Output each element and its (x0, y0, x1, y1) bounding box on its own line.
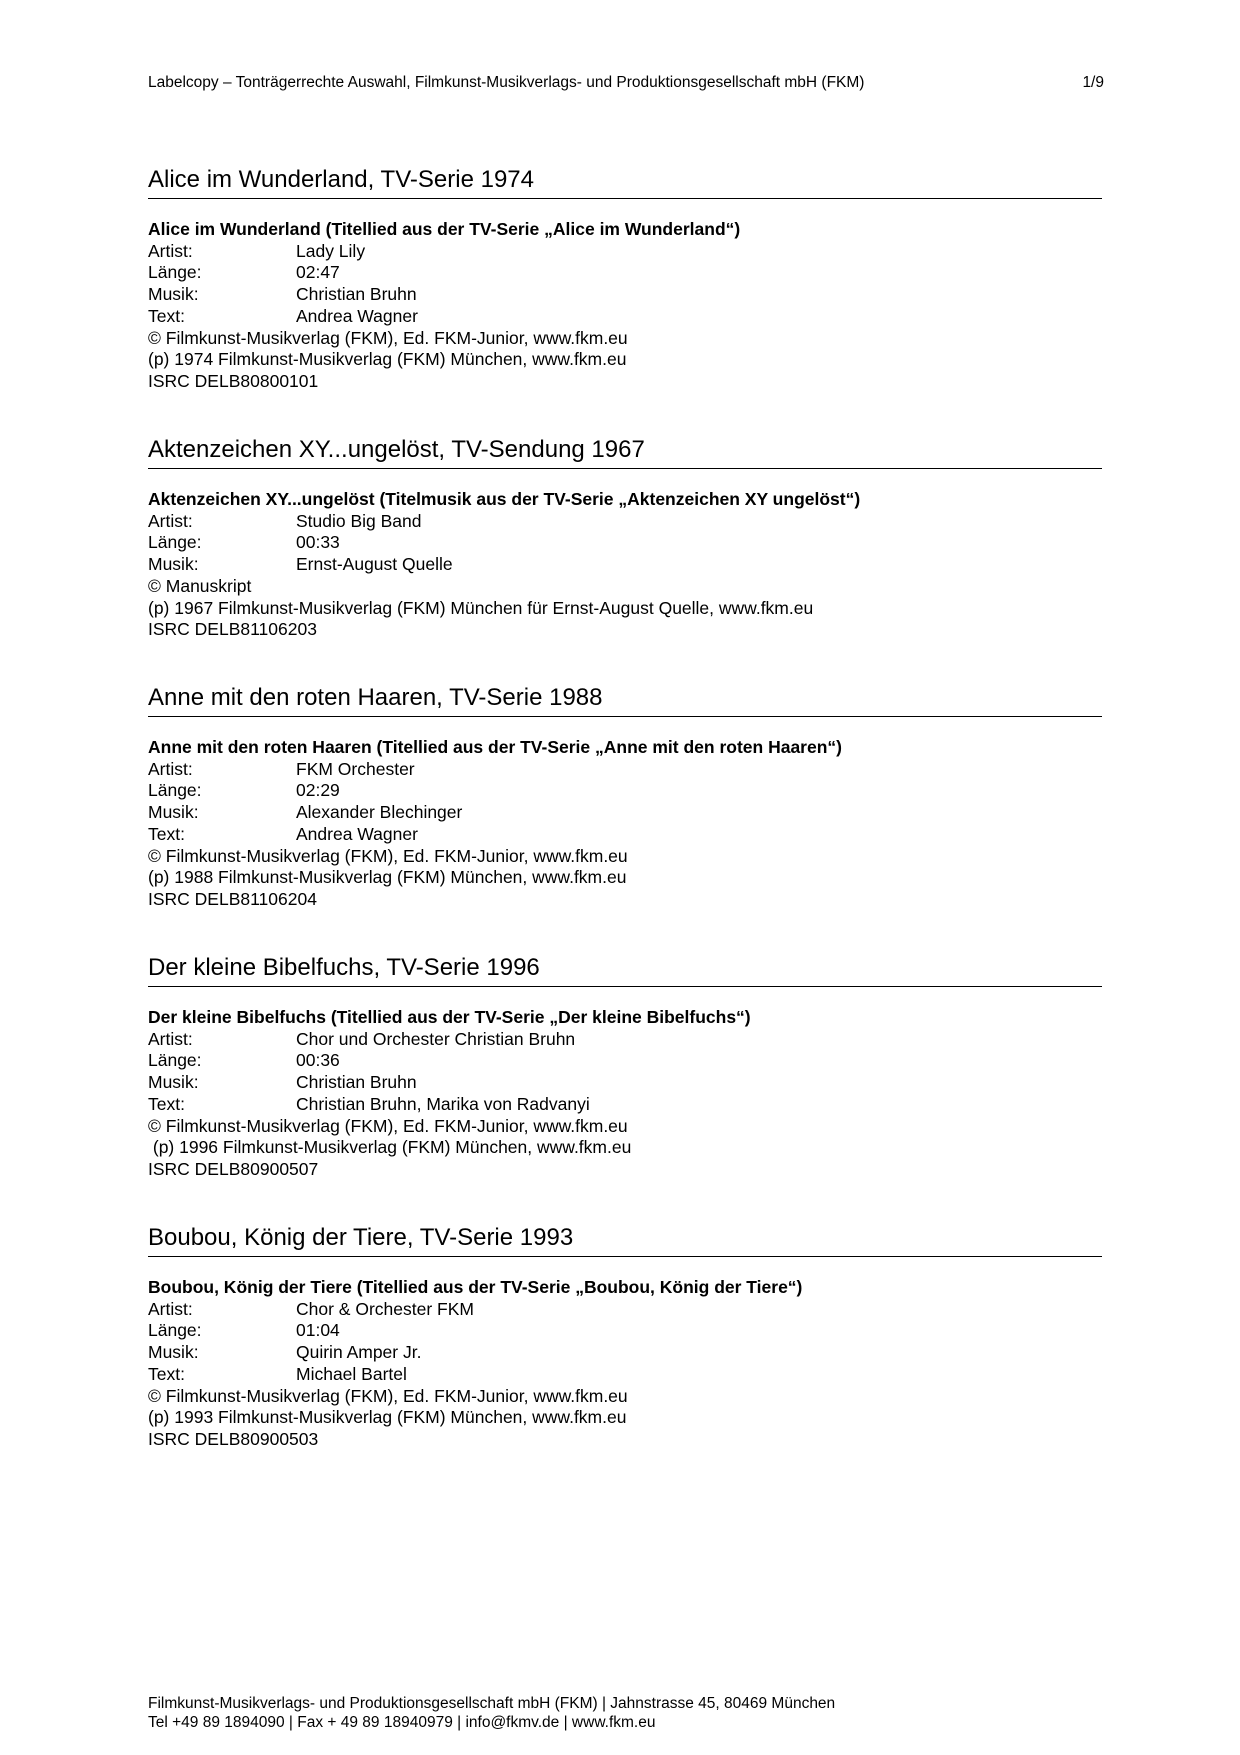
section-alice (148, 166, 1102, 393)
field-length (148, 532, 1102, 554)
page-number: 1/9 (1082, 74, 1104, 91)
copyright-line: © Filmkunst-Musikverlag (FKM), Ed. FKM-Junior, www.fkm.eu (148, 1115, 628, 1136)
field-label: Artist: (148, 1028, 193, 1049)
field-label: Text: (148, 1093, 185, 1114)
field-text (148, 306, 1102, 328)
track-entry (148, 219, 1102, 393)
field-artist (148, 759, 1102, 781)
copyright-line: © Filmkunst-Musikverlag (FKM), Ed. FKM-Junior, www.fkm.eu (148, 327, 628, 348)
copyright-line: © Filmkunst-Musikverlag (FKM), Ed. FKM-Junior, www.fkm.eu (148, 1385, 628, 1406)
field-value: 01:04 (296, 1320, 340, 1341)
field-artist (148, 1029, 1102, 1051)
track-entry (148, 737, 1102, 911)
field-label: Länge: (148, 532, 202, 553)
field-value: 00:33 (296, 532, 340, 553)
track-title: Der kleine Bibelfuchs (Titellied aus der TV-Serie „Der kleine Bibelfuchs“) (148, 1007, 751, 1027)
section-heading: Aktenzeichen XY...ungelöst, TV-Sendung 1967 (148, 436, 1102, 469)
field-label: Text: (148, 305, 185, 326)
field-label: Länge: (148, 1050, 202, 1071)
field-length (148, 1320, 1102, 1342)
field-value: FKM Orchester (296, 758, 415, 779)
isrc-code: ISRC DELB81106204 (148, 888, 317, 909)
track-title: Anne mit den roten Haaren (Titellied aus der TV-Serie „Anne mit den roten Haaren“) (148, 737, 842, 757)
field-label: Musik: (148, 1342, 199, 1363)
field-value: Michael Bartel (296, 1363, 407, 1384)
track-entry (148, 1007, 1102, 1181)
field-text (148, 1364, 1102, 1386)
field-value: 00:36 (296, 1050, 340, 1071)
track-title: Aktenzeichen XY...ungelöst (Titelmusik aus der TV-Serie „Aktenzeichen XY ungelöst“) (148, 489, 861, 509)
section-anne (148, 684, 1102, 911)
section-heading: Anne mit den roten Haaren, TV-Serie 1988 (148, 684, 1102, 717)
field-value: Christian Bruhn (296, 284, 417, 305)
section-aktenzeichen (148, 436, 1102, 641)
field-label: Text: (148, 823, 185, 844)
field-music (148, 802, 1102, 824)
field-length (148, 780, 1102, 802)
field-value: 02:29 (296, 780, 340, 801)
field-music (148, 284, 1102, 306)
field-label: Musik: (148, 554, 199, 575)
footer-contact: Tel +49 89 1894090 | Fax + 49 89 18940979 | info@fkmv.de | www.fkm.eu (148, 1713, 656, 1731)
field-artist (148, 241, 1102, 263)
field-value: Chor und Orchester Christian Bruhn (296, 1028, 576, 1049)
phonogram-line: (p) 1974 Filmkunst-Musikverlag (FKM) München, www.fkm.eu (148, 349, 627, 370)
isrc-code: ISRC DELB80900507 (148, 1158, 319, 1179)
isrc-code: ISRC DELB81106203 (148, 619, 317, 640)
header-title: Labelcopy – Tonträgerrechte Auswahl, Filmkunst-Musikverlags- und Produktionsgesellschaft mbH (FKM) (148, 74, 865, 91)
field-value: Andrea Wagner (296, 305, 418, 326)
isrc-code: ISRC DELB80900503 (148, 1428, 319, 1449)
phonogram-line: (p) 1993 Filmkunst-Musikverlag (FKM) München, www.fkm.eu (148, 1407, 627, 1428)
field-artist (148, 511, 1102, 533)
track-entry (148, 489, 1102, 641)
field-label: Musik: (148, 802, 199, 823)
track-entry (148, 1277, 1102, 1451)
phonogram-line: (p) 1988 Filmkunst-Musikverlag (FKM) München, www.fkm.eu (148, 867, 627, 888)
track-title: Alice im Wunderland (Titellied aus der TV-Serie „Alice im Wunderland“) (148, 219, 741, 239)
field-value: Andrea Wagner (296, 823, 418, 844)
section-heading: Der kleine Bibelfuchs, TV-Serie 1996 (148, 954, 1102, 987)
isrc-code: ISRC DELB80800101 (148, 370, 319, 391)
field-music (148, 1072, 1102, 1094)
section-bibelfuchs (148, 954, 1102, 1181)
field-length (148, 1050, 1102, 1072)
field-value: Alexander Blechinger (296, 802, 463, 823)
field-value: 02:47 (296, 262, 340, 283)
field-label: Länge: (148, 780, 202, 801)
field-label: Musik: (148, 284, 199, 305)
field-text (148, 1094, 1102, 1116)
field-value: Studio Big Band (296, 510, 422, 531)
field-music (148, 1342, 1102, 1364)
section-heading: Alice im Wunderland, TV-Serie 1974 (148, 166, 1102, 199)
page-header (148, 74, 1104, 92)
field-label: Artist: (148, 510, 193, 531)
section-heading: Boubou, König der Tiere, TV-Serie 1993 (148, 1224, 1102, 1257)
field-artist (148, 1299, 1102, 1321)
field-length (148, 262, 1102, 284)
field-label: Artist: (148, 240, 193, 261)
field-value: Christian Bruhn (296, 1072, 417, 1093)
field-value: Quirin Amper Jr. (296, 1342, 422, 1363)
field-value: Ernst-August Quelle (296, 554, 453, 575)
field-label: Musik: (148, 1072, 199, 1093)
field-value: Lady Lily (296, 240, 366, 261)
copyright-line: © Filmkunst-Musikverlag (FKM), Ed. FKM-Junior, www.fkm.eu (148, 845, 628, 866)
footer-address: Filmkunst-Musikverlags- und Produktionsgesellschaft mbH (FKM) | Jahnstrasse 45, 80469 München (148, 1695, 836, 1712)
field-label: Länge: (148, 262, 202, 283)
field-music (148, 554, 1102, 576)
field-label: Artist: (148, 758, 193, 779)
field-text (148, 824, 1102, 846)
page-footer (148, 1695, 835, 1732)
phonogram-line: (p) 1996 Filmkunst-Musikverlag (FKM) München, www.fkm.eu (148, 1137, 632, 1158)
field-label: Länge: (148, 1320, 202, 1341)
field-value: Chor & Orchester FKM (296, 1298, 474, 1319)
phonogram-line: (p) 1967 Filmkunst-Musikverlag (FKM) München für Ernst-August Quelle, www.fkm.eu (148, 597, 814, 618)
field-value: Christian Bruhn, Marika von Radvanyi (296, 1093, 590, 1114)
track-title: Boubou, König der Tiere (Titellied aus der TV-Serie „Boubou, König der Tiere“) (148, 1277, 803, 1297)
section-boubou (148, 1224, 1102, 1451)
copyright-line: © Manuskript (148, 575, 252, 596)
field-label: Artist: (148, 1298, 193, 1319)
field-label: Text: (148, 1363, 185, 1384)
